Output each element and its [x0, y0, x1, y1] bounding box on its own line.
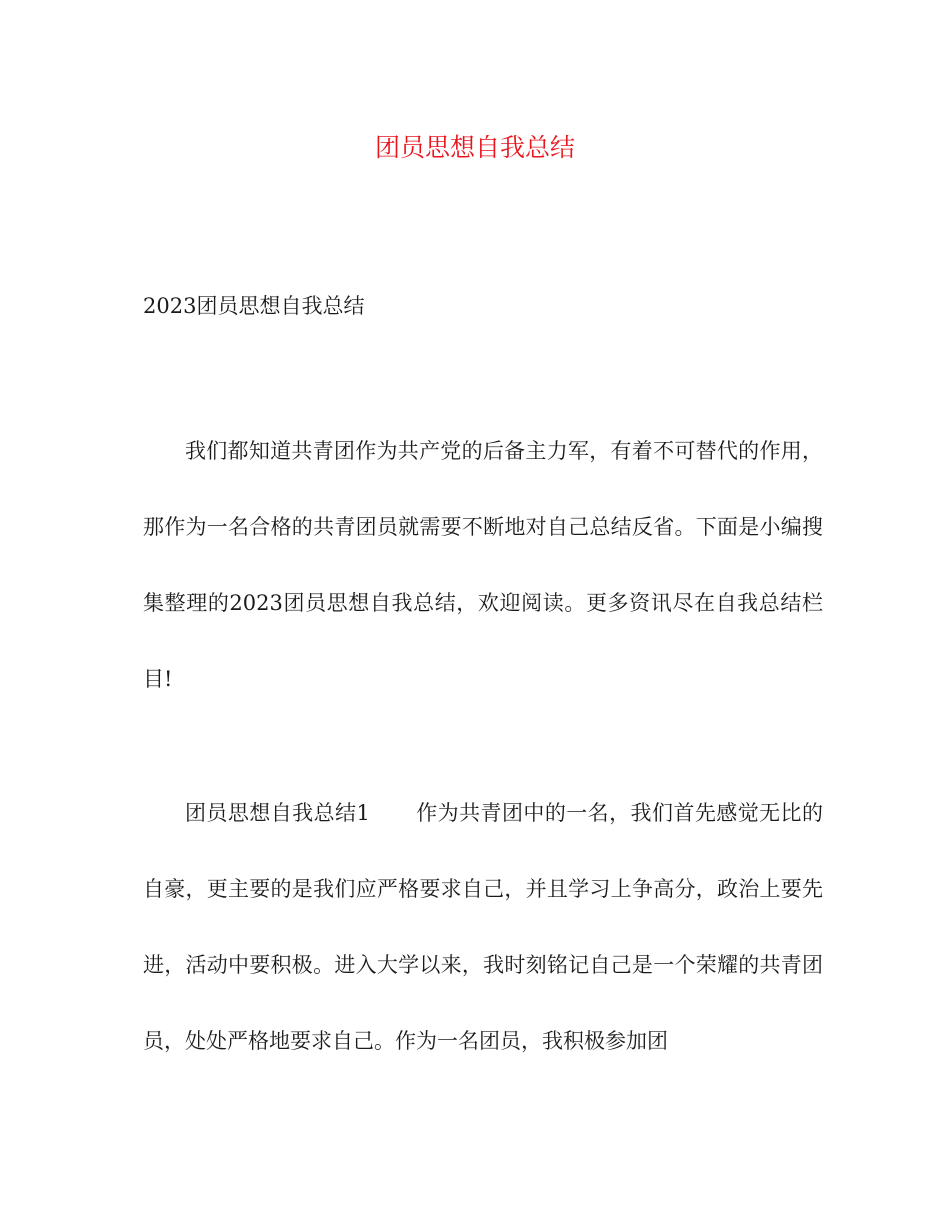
document-subtitle: 2023团员思想自我总结: [143, 294, 365, 318]
section-1-heading: 团员思想自我总结1: [185, 801, 370, 825]
section-1-text: 作为共青团中的一名，我们首先感觉无比的自豪，更主要的是我们应严格要求自己，并且学习上争高分，政治上要先进，活动中要积极。进入大学以来，我时刻铭记自己是一个荣耀的共青团员，处处严格地要求自己。作为一名团员，我积极参加团: [143, 801, 823, 1053]
document-title: 团员思想自我总结: [374, 133, 575, 162]
section-1-paragraph: [143, 775, 823, 1079]
intro-paragraph: 我们都知道共青团作为共产党的后备主力军，有着不可替代的作用，那作为一名合格的共青团员就需要不断地对自己总结反省。下面是小编搜集整理的2023团员思想自我总结，欢迎阅读。更多资讯尽在自我总结栏目!: [143, 439, 823, 691]
